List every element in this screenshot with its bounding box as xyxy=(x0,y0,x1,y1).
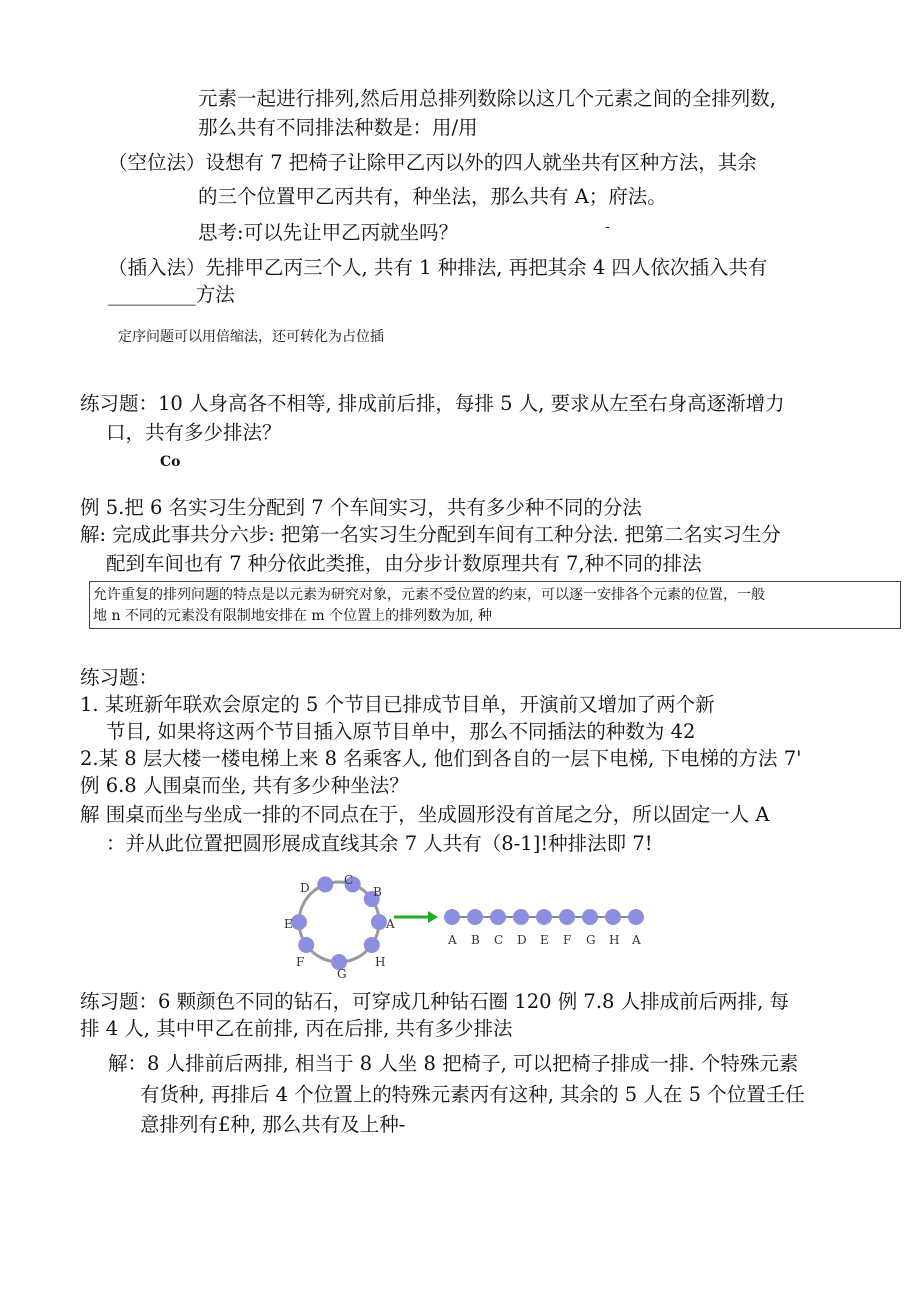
text-line: 元素一起进行排列,然后用总排列数除以这几个元素之间的全排列数, xyxy=(198,87,776,110)
line-bead-label: H xyxy=(609,933,620,947)
line-bead xyxy=(490,909,506,925)
note-box xyxy=(89,581,901,629)
circle-bead xyxy=(317,876,333,892)
text-line: _________方法 xyxy=(108,283,235,306)
line-bead-label: G xyxy=(586,933,596,947)
text-line: 节目, 如果将这两个节目插入原节目单中，那么不同插法的种数为 42 xyxy=(106,720,696,743)
circle-bead-label: E xyxy=(284,917,293,931)
stray-mark: - xyxy=(605,219,610,235)
circle-bead-label: F xyxy=(296,955,305,969)
exercise-line: 练习题：10 人身高各不相等, 排成前后排，每排 5 人, 要求从左至右身高逐渐增力 xyxy=(80,392,785,415)
text-line: 口，共有多少排法？ xyxy=(106,421,282,444)
line-bead xyxy=(582,909,598,925)
circle-bead xyxy=(364,937,380,953)
exercise-heading: 练习题： xyxy=(80,666,159,689)
line-bead-label: A xyxy=(448,933,457,947)
line-bead xyxy=(536,909,552,925)
solution-line: 解 围桌而坐与坐成一排的不同点在于，坐成圆形没有首尾之分，所以固定一人 A xyxy=(80,803,770,826)
line-bead-label: E xyxy=(540,933,549,947)
text-line: 的三个位置甲乙丙共有，种坐法，那么共有 A；府法。 xyxy=(198,185,667,208)
text-line: （插入法）先排甲乙丙三个人, 共有 1 种排法, 再把其余 4 四人依次插入共有 xyxy=(108,256,768,279)
text-line: （空位法）设想有 7 把椅子让除甲乙丙以外的四人就坐共有区种方法，其余 xyxy=(108,151,757,174)
line-bead xyxy=(605,909,621,925)
formula-fragment: Co xyxy=(160,454,181,470)
line-bead-label: D xyxy=(517,933,527,947)
circle-bead-label: A xyxy=(386,917,395,931)
line-bead-label: C xyxy=(494,933,504,947)
circle-bead-label: B xyxy=(373,885,382,899)
note-line: 定序问题可以用倍缩法，还可转化为占位插 xyxy=(118,329,384,345)
circle-bead xyxy=(371,914,387,930)
solution-line: 解: 完成此事共分六步: 把第一名实习生分配到车间有工种分法. 把第二名实习生分 xyxy=(80,523,781,546)
circle-bead-label: D xyxy=(300,881,310,895)
line-bead-label: F xyxy=(563,933,572,947)
exercise-line: 2.某 8 层大楼一楼电梯上来 8 名乘客人, 他们到各自的一层下电梯, 下电梯的方法 7' xyxy=(80,747,802,770)
text-line: 意排列有£种, 那么共有及上种- xyxy=(140,1113,406,1136)
text-line: 有货种, 再排后 4 个位置上的特殊元素丙有这种, 其余的 5 人在 5 个位置壬任 xyxy=(140,1083,805,1106)
note-box-line: 地 n 不同的元素没有限制地安排在 m 个位置上的排列数为加, 种 xyxy=(93,608,492,624)
exercise-line: 1. 某班新年联欢会原定的 5 个节目已排成节目单，开演前又增加了两个新 xyxy=(80,693,715,716)
text-line: 那么共有不同排法种数是：用/用 xyxy=(198,116,478,139)
line-bead xyxy=(444,909,460,925)
circle-bead-label: C xyxy=(344,873,354,887)
line-bead-label: B xyxy=(471,933,480,947)
example-line: 例 6.8 人围桌而坐, 共有多少种坐法？ xyxy=(80,774,409,797)
line-bead xyxy=(513,909,529,925)
circle-bead-label: G xyxy=(337,967,347,980)
note-box-line: 允许重复的排列问题的特点是以元素为研究对象，元素不受位置的约束，可以逐一安排各个元素的位置，一般 xyxy=(93,587,765,603)
line-bead-label: A xyxy=(632,933,641,947)
line-bead xyxy=(467,909,483,925)
circle-bead-label: H xyxy=(375,955,386,969)
text-line: 排 4 人, 其中甲乙在前排, 丙在后排, 共有多少排法 xyxy=(80,1017,513,1040)
arrow-head xyxy=(428,911,438,923)
text-line: 思考:可以先让甲乙丙就坐吗？ xyxy=(198,221,459,244)
line-bead xyxy=(559,909,575,925)
example-line: 例 5.把 6 名实习生分配到 7 个车间实习，共有多少种不同的分法 xyxy=(80,496,642,519)
line-bead xyxy=(628,909,644,925)
text-line: 配到车间也有 7 种分依此类推，由分步计数原理共有 7,种不同的排法 xyxy=(106,552,702,575)
circle-bead xyxy=(291,914,307,930)
text-line: ：并从此位置把圆形展成直线其余 7 人共有（8-1]!种排法即 7! xyxy=(106,832,653,855)
exercise-line: 练习题：6 颗颜色不同的钻石，可穿成几种钻石圈 120 例 7.8 人排成前后两排, 每 xyxy=(80,990,790,1013)
circle-bead xyxy=(298,937,314,953)
solution-line: 解：8 人排前后两排, 相当于 8 人坐 8 把椅子, 可以把椅子排成一排. 个特殊元素 xyxy=(108,1052,799,1075)
circle-to-line-diagram xyxy=(276,872,656,980)
